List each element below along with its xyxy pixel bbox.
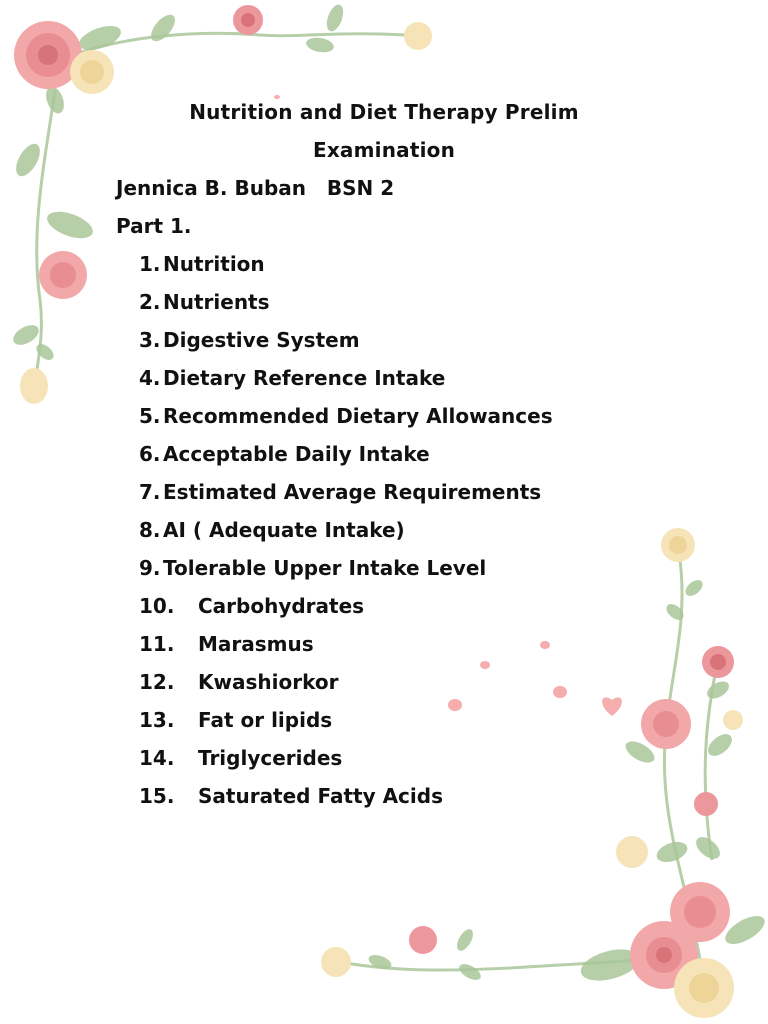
part-label: Part 1.	[116, 214, 192, 238]
item-number: 6.	[139, 442, 161, 466]
item-text: Digestive System	[163, 328, 360, 352]
item-text: Nutrition	[163, 252, 265, 276]
item-number: 11.	[139, 632, 175, 656]
item-text: Carbohydrates	[198, 594, 365, 618]
item-text: Acceptable Daily Intake	[163, 442, 430, 466]
item-text: Nutrients	[163, 290, 270, 314]
item-number: 14.	[139, 746, 175, 770]
item-text: Fat or lipids	[198, 708, 333, 732]
author-line: Jennica B. Buban BSN 2	[116, 176, 395, 200]
item-number: 9.	[139, 556, 161, 580]
item-number: 4.	[139, 366, 161, 390]
item-text: Triglycerides	[198, 746, 343, 770]
item-number: 12.	[139, 670, 175, 694]
item-number: 5.	[139, 404, 161, 428]
item-number: 13.	[139, 708, 175, 732]
item-text: Dietary Reference Intake	[163, 366, 446, 390]
item-number: 10.	[139, 594, 175, 618]
item-number: 1.	[139, 252, 161, 276]
item-number: 15.	[139, 784, 175, 808]
item-text: AI ( Adequate Intake)	[163, 518, 405, 542]
item-number: 7.	[139, 480, 161, 504]
item-text: Kwashiorkor	[198, 670, 339, 694]
item-text: Marasmus	[198, 632, 314, 656]
item-text: Tolerable Upper Intake Level	[163, 556, 487, 580]
document-title-line-2: Examination	[312, 138, 456, 162]
item-text: Estimated Average Requirements	[163, 480, 542, 504]
document-title-line-1: Nutrition and Diet Therapy Prelim	[189, 100, 579, 124]
item-text: Saturated Fatty Acids	[198, 784, 443, 808]
item-text: Recommended Dietary Allowances	[163, 404, 553, 428]
item-number: 2.	[139, 290, 161, 314]
item-number: 8.	[139, 518, 161, 542]
item-number: 3.	[139, 328, 161, 352]
